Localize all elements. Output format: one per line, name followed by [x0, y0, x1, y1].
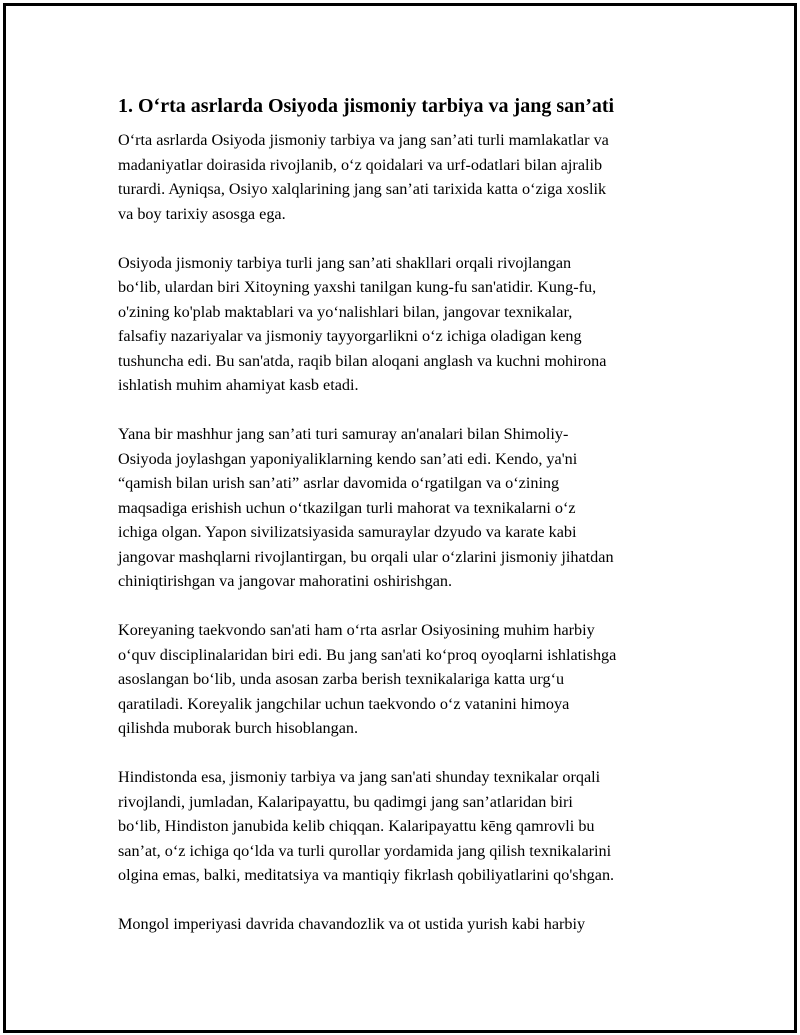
paragraph-line: olgina emas, balki, meditatsiya va mantiqiy fikrlash qobiliyatlarini qo'shgan.: [118, 866, 615, 884]
paragraph-line: O‘rta asrlarda Osiyoda jismoniy tarbiya va jang san’ati turli mamlakatlar va: [118, 131, 609, 149]
paragraph-line: ishlatish muhim ahamiyat kasb etadi.: [118, 376, 359, 394]
paragraph-line: o‘quv disciplinalaridan biri edi. Bu jang san'ati ko‘proq oyoqlarni ishlatishga: [118, 645, 617, 664]
paragraph-line: ichiga olgan. Yapon sivilizatsiyasida samuraylar dzyudo va karate kabi: [118, 523, 577, 541]
paragraph-line: bo‘lib, ulardan biri Xitoyning yaxshi tanilgan kung-fu san'atidir. Kung-fu,: [118, 278, 597, 296]
paragraph-line: asoslangan bo‘lib, unda asosan zarba berish texnikalariga katta urg‘u: [118, 670, 565, 688]
paragraph-line: rivojlandi, jumladan, Kalaripayattu, bu qadimgi jang san’atlaridan biri: [118, 792, 573, 811]
paragraph-line: falsafiy nazariyalar va jismoniy tayyorgarlikni o‘z ichiga oladigan keng: [118, 327, 582, 345]
paragraph-6: [118, 912, 688, 937]
paragraph-line: san’at, o‘z ichiga qo‘lda va turli qurollar yordamida jang qilish texnikalarini: [118, 841, 612, 860]
paragraph-line: chiniqtirishgan va jangovar mahoratini oshirishgan.: [118, 572, 453, 590]
document-body: [118, 92, 688, 961]
paragraph-5: [118, 765, 688, 888]
paragraph-line: Yana bir mashhur jang san’ati turi samuray an'analari bilan Shimoliy-: [118, 425, 569, 443]
paragraph-line: Koreyaning taekvondo san'ati ham o‘rta asrlar Osiyosining muhim harbiy: [118, 621, 595, 639]
paragraph-line: va boy tarixiy asosga ega.: [118, 204, 286, 223]
paragraph-line: Mongol imperiyasi davrida chavandozlik va ot ustida yurish kabi harbiy: [118, 915, 586, 933]
paragraph-1: [118, 128, 688, 226]
paragraph-line: qilishda muborak burch hisoblangan.: [118, 719, 359, 737]
paragraph-line: jangovar mashqlarni rivojlantirgan, bu orqali ular o‘zlarini jismoniy jihatdan: [118, 547, 614, 566]
section-heading: 1. O‘rta asrlarda Osiyoda jismoniy tarbiya va jang san’ati: [118, 95, 615, 117]
paragraph-line: bo‘lib, Hindiston janubida kelib chiqqan. Kalaripayattu kēng qamrovli bu: [118, 817, 595, 835]
paragraph-line: Osiyoda jismoniy tarbiya turli jang san’ati shakllari orqali rivojlangan: [118, 253, 572, 272]
paragraph-3: [118, 422, 688, 594]
paragraph-line: turardi. Ayniqsa, Osiyo xalqlarining jang san’ati tarixida katta o‘ziga xoslik: [118, 180, 607, 198]
paragraph-line: madaniyatlar doirasida rivojlanib, o‘z qoidalari va urf-odatlari bilan ajralib: [118, 155, 603, 174]
paragraph-line: tushuncha edi. Bu san'atda, raqib bilan aloqani anglash va kuchni mohirona: [118, 351, 607, 370]
paragraph-4: [118, 618, 688, 741]
paragraph-line: qaratiladi. Koreyalik jangchilar uchun taekvondo o‘z vatanini himoya: [118, 694, 570, 713]
paragraph-line: maqsadiga erishish uchun o‘tkazilgan turli mahorat va texnikalarni o‘z: [118, 498, 576, 517]
paragraph-line: Osiyoda joylashgan yaponiyaliklarning kendo san’ati edi. Kendo, ya'ni: [118, 449, 578, 468]
paragraph-line: Hindistonda esa, jismoniy tarbiya va jang san'ati shunday texnikalar orqali: [118, 768, 601, 786]
paragraph-2: [118, 251, 688, 398]
paragraph-line: “qamish bilan urish san’ati” asrlar davomida o‘rgatilgan va o‘zining: [118, 474, 560, 492]
paragraph-line: o'zining ko'plab maktablari va yo‘nalishlari bilan, jangovar texnikalar,: [118, 302, 573, 321]
